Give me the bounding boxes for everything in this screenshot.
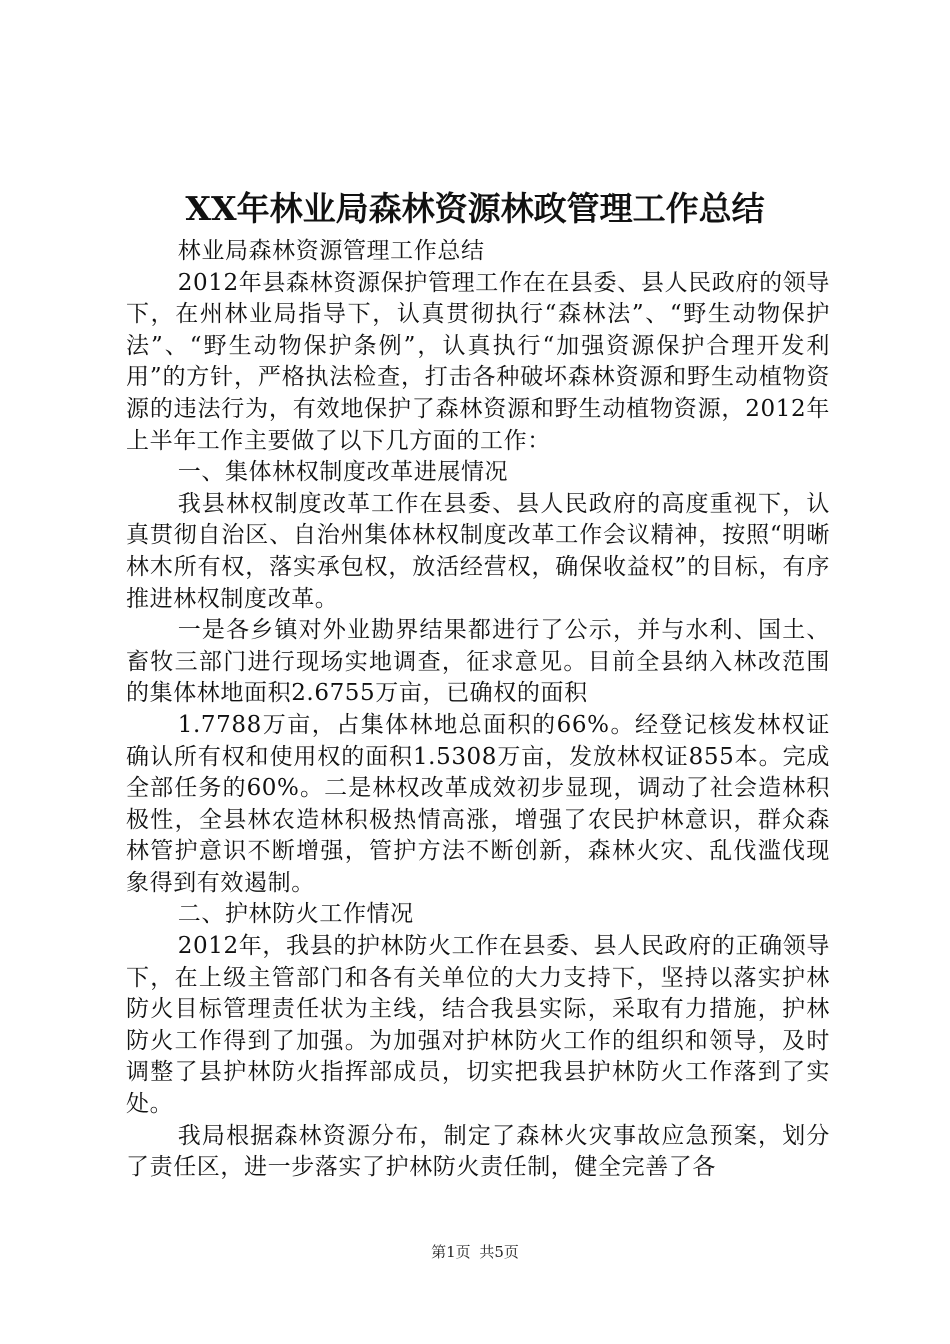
section-heading-2: 二、护林防火工作情况 bbox=[177, 901, 414, 928]
page-number: 第1页 bbox=[431, 1243, 471, 1261]
body-paragraph: 1.7788万亩，占集体林地总面积的66%。经登记核发林权证确认所有权和使用权的面积1.5308万亩，发放林权证855本。完成全部任务的60%。二是林权改革成效初步显现，调动了社会造林积极性，全县林农造林积极热情高涨，增强了农民护林意识，群众森林管护意识不断增强，管护方法不断创新，森林火灾、乱伐滥伐现象得到有效遏制。 bbox=[126, 711, 830, 896]
body-paragraph: 我局根据森林资源分布，制定了森林火灾事故应急预案，划分了责任区，进一步落实了护林防火责任制，健全完善了各 bbox=[126, 1122, 830, 1181]
body-paragraph: 我县林权制度改革工作在县委、县人民政府的高度重视下，认真贯彻自治区、自治州集体林权制度改革工作会议精神，按照“明晰林木所有权，落实承包权，放活经营权，确保收益权”的目标，有序推进林权制度改革。 bbox=[126, 490, 830, 612]
document-body bbox=[126, 236, 830, 1184]
body-paragraph: 2012年，我县的护林防火工作在县委、县人民政府的正确领导下，在上级主管部门和各有关单位的大力支持下，坚持以落实护林防火目标管理责任状为主线，结合我县实际，采取有力措施，护林防火工作得到了加强。为加强对护林防火工作的组织和领导，及时调整了县护林防火指挥部成员，切实把我县护林防火工作落到了实处。 bbox=[126, 933, 830, 1118]
page-footer bbox=[0, 1242, 950, 1262]
subtitle-paragraph: 林业局森林资源管理工作总结 bbox=[177, 238, 485, 264]
body-paragraph: 一是各乡镇对外业勘界结果都进行了公示，并与水利、国土、畜牧三部门进行现场实地调查，征求意见。目前全县纳入林改范围的集体林地面积2.6755万亩，已确权的面积 bbox=[126, 617, 830, 707]
document-title: XX年林业局森林资源林政管理工作总结 bbox=[185, 189, 765, 228]
page-total: 共5页 bbox=[479, 1243, 519, 1261]
section-heading-1: 一、集体林权制度改革进展情况 bbox=[177, 459, 509, 486]
intro-paragraph: 2012年县森林资源保护管理工作在在县委、县人民政府的领导下，在州林业局指导下，认真贯彻执行“森林法”、“野生动物保护法”、“野生动物保护条例”，认真执行“加强资源保护合理开发利用”的方针，严格执法检查，打击各种破坏森林资源和野生动植物资源的违法行为，有效地保护了森林资源和野生动植物资源，2012年上半年工作主要做了以下几方面的工作： bbox=[126, 269, 830, 454]
